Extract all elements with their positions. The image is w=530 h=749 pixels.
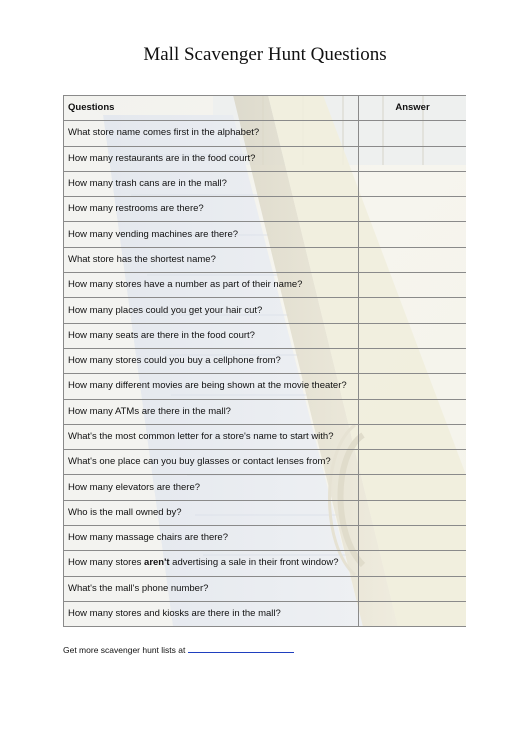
table-row (64, 576, 467, 601)
question-text: How many stores and kiosks are there in the mall? (68, 608, 281, 620)
question-cell (64, 576, 359, 601)
table-row (64, 247, 467, 272)
table-row (64, 551, 467, 576)
question-text: What's the most common letter for a store's name to start with? (68, 431, 334, 442)
table-row (64, 424, 467, 449)
page-title: Mall Scavenger Hunt Questions (143, 44, 387, 65)
question-text: How many stores (68, 557, 145, 569)
answer-cell[interactable] (359, 121, 467, 146)
answer-cell[interactable] (359, 146, 467, 171)
footer (63, 643, 294, 655)
table-row (64, 298, 467, 323)
answer-cell[interactable] (359, 576, 467, 601)
answer-cell[interactable] (359, 298, 467, 323)
answer-column-header: Answer (359, 96, 467, 121)
table-row (64, 197, 467, 222)
table-row (64, 222, 467, 247)
question-text: How many restrooms are there? (68, 203, 204, 215)
question-cell (64, 475, 359, 500)
question-text: How many stores could you buy a cellphone from? (68, 355, 281, 367)
answer-cell[interactable] (359, 601, 467, 626)
table-row (64, 171, 467, 196)
question-cell (64, 601, 359, 626)
answer-cell[interactable] (359, 475, 467, 500)
answer-cell[interactable] (359, 374, 467, 399)
table-row (64, 526, 467, 551)
question-cell (64, 450, 359, 475)
table-row (64, 374, 467, 399)
question-cell (64, 323, 359, 348)
question-cell (64, 273, 359, 298)
question-text: advertising a sale in their front window? (169, 557, 339, 569)
question-text: How many massage chairs are there? (68, 532, 228, 544)
answer-cell[interactable] (359, 323, 467, 348)
question-text: How many different movies are being shown at the movie theater? (68, 380, 347, 392)
answer-cell[interactable] (359, 273, 467, 298)
question-cell (64, 247, 359, 272)
answer-cell[interactable] (359, 197, 467, 222)
question-cell (64, 374, 359, 399)
question-text: How many vending machines are there? (68, 228, 239, 240)
question-text: How many ATMs are there in the mall? (68, 405, 231, 417)
question-cell (64, 222, 359, 247)
table-row (64, 450, 467, 475)
questions-table-body (64, 121, 467, 627)
answer-cell[interactable] (359, 526, 467, 551)
footer-text: Get more scavenger hunt lists at (63, 645, 186, 655)
question-text: How many elevators are there? (68, 481, 201, 493)
question-cell (64, 500, 359, 525)
question-cell (64, 121, 359, 146)
answer-cell[interactable] (359, 399, 467, 424)
question-sheet (63, 95, 466, 627)
table-header-row (64, 96, 467, 121)
answer-cell[interactable] (359, 348, 467, 373)
answer-cell[interactable] (359, 551, 467, 576)
question-text: How many stores have a number as part of their name? (68, 279, 303, 291)
question-cell (64, 348, 359, 373)
question-text: What store has the shortest name? (68, 253, 216, 265)
table-row (64, 348, 467, 373)
question-cell (64, 526, 359, 551)
table-row (64, 121, 467, 146)
table-row (64, 273, 467, 298)
question-cell (64, 424, 359, 449)
question-cell (64, 146, 359, 171)
question-text: How many restaurants are in the food court? (68, 152, 256, 164)
table-row (64, 146, 467, 171)
question-emphasis: aren't (144, 557, 170, 569)
questions-column-header: Questions (64, 96, 359, 121)
table-row (64, 601, 467, 626)
question-text: How many places could you get your hair cut? (68, 304, 263, 316)
question-cell (64, 171, 359, 196)
question-cell (64, 197, 359, 222)
question-text: How many trash cans are in the mall? (68, 178, 227, 190)
website-blank-line (188, 643, 294, 653)
question-cell (64, 551, 359, 576)
answer-cell[interactable] (359, 171, 467, 196)
question-text: Who is the mall owned by? (68, 506, 182, 518)
table-row (64, 475, 467, 500)
answer-cell[interactable] (359, 247, 467, 272)
question-text: How many seats are there in the food court? (68, 329, 255, 341)
answer-cell[interactable] (359, 424, 467, 449)
table-row (64, 323, 467, 348)
questions-table (63, 95, 466, 627)
question-text: What's one place can you buy glasses or contact lenses from? (68, 456, 331, 468)
question-cell (64, 298, 359, 323)
answer-cell[interactable] (359, 450, 467, 475)
answer-cell[interactable] (359, 222, 467, 247)
table-row (64, 399, 467, 424)
table-row (64, 500, 467, 525)
question-text: What's the mall's phone number? (68, 582, 209, 594)
question-text: What store name comes first in the alphabet? (68, 127, 260, 139)
answer-cell[interactable] (359, 500, 467, 525)
question-cell (64, 399, 359, 424)
